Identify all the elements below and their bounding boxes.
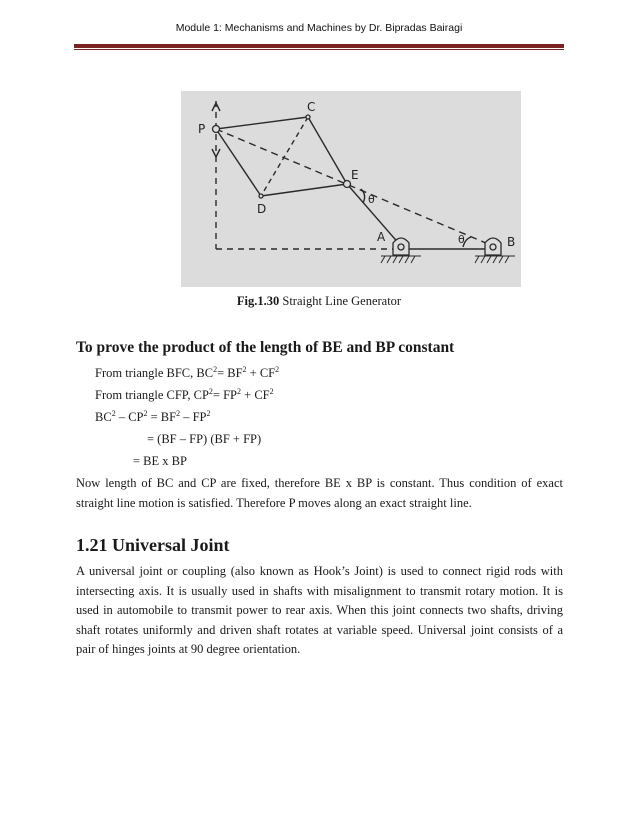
label-c: C [307,100,316,114]
label-a: A [377,230,386,244]
label-theta-e: θ [368,193,375,206]
label-d: D [257,202,267,216]
label-theta-b: θ [458,233,465,246]
header-rule-thin [74,49,564,50]
label-p: P [198,122,206,136]
equation-line-2: From triangle CFP, $CP^2= FP^2 + CF^2$ [95,387,274,402]
joint-e [344,181,351,188]
equation-line-1: From triangle BFC, $BC^2= BF^2 + CF^2$ [95,365,280,380]
caption-text: Straight Line Generator [279,294,402,308]
section-heading-proof: To prove the product of the length of BE and BP constant [76,339,455,356]
equation-line-5: = BE x BP [133,454,187,468]
link-de [261,184,347,196]
straight-line-generator-figure [181,91,521,287]
line-pb [216,129,493,246]
link-pc [216,117,308,129]
joint-c [306,115,310,119]
figure-caption [0,294,638,309]
equation-line-3: $BC^2 - CP^2 = BF^2 - FP^2$ [95,409,211,424]
universal-joint-paragraph: A universal joint or coupling (also known as Hook’s Joint) is used to connect rigid rods with intersecting axis. It is usually used in shafts with misalignment to transmit rotary motion. It is used in automobile to transmit power to rear axis. When this joint connects two shafts, driving shaft rotates uniformly and driven shaft rotates at variable speed. Universal joint consists of a pair of hinges joints at 90 degree orientation. [76,564,563,657]
joint-d [259,194,263,198]
label-e: E [351,168,359,182]
link-ce [308,117,347,184]
label-b: B [507,235,516,249]
diagonal-cd [261,117,308,196]
page-header: Module 1: Mechanisms and Machines by Dr. Bipradas Bairagi [175,22,463,34]
joint-p [213,126,220,133]
caption-number: Fig.1.30 [236,294,280,308]
section-heading-universal-joint: 1.21 Universal Joint [76,535,230,555]
proof-conclusion-paragraph: Now length of BC and CP are fixed, therefore BE x BP is constant. Thus condition of exact straight line motion is satisfied. Therefore P moves along an exact straight line. [76,476,563,510]
equation-line-4: = (BF – FP) (BF + FP) [147,432,262,446]
header-rule-thick [74,44,564,48]
